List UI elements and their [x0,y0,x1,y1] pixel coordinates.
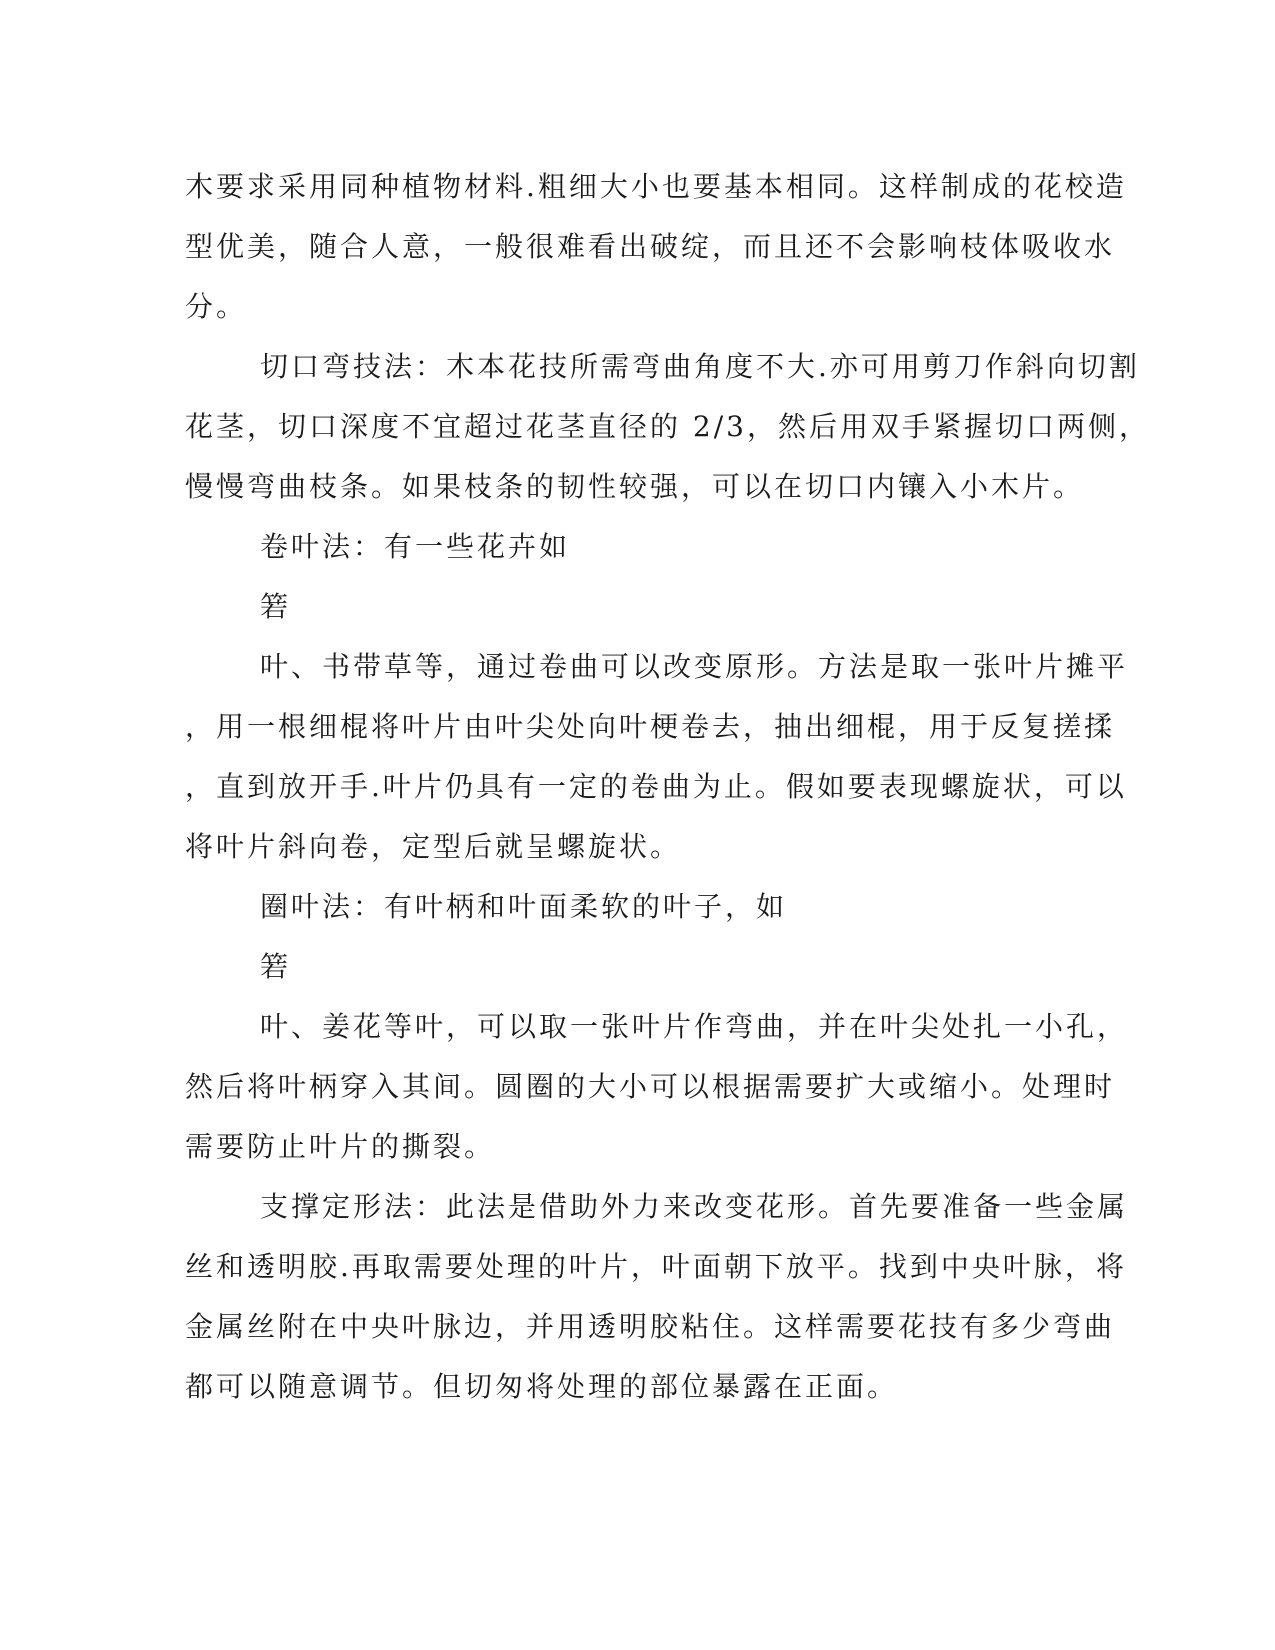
paragraph-start-line: 卷叶法：有一些花卉如 [260,530,571,563]
text-line: 需要防止叶片的撕裂。 [185,1130,496,1163]
text-line: ，用一根细棍将叶片由叶尖处向叶梗卷去，抽出细棍，用于反复搓揉 [185,710,1116,743]
text-line: 金属丝附在中央叶脉边，并用透明胶粘住。这样需要花技有多少弯曲 [185,1310,1116,1343]
text-line: 然后将叶柄穿入其间。圆圈的大小可以根据需要扩大或缩小。处理时 [185,1070,1116,1103]
paragraph-start-line: 叶、书带草等，通过卷曲可以改变原形。方法是取一张叶片摊平 [260,650,1129,683]
text-line: 都可以随意调节。但切匆将处理的部位暴露在正面。 [185,1370,899,1403]
paragraph-start-line: 圈叶法：有叶柄和叶面柔软的叶子，如 [260,890,788,923]
paragraph-start-line: 切口弯技法：木本花技所需弯曲角度不大.亦可用剪刀作斜向切割 [260,350,1140,383]
text-line: 分。 [185,290,248,323]
paragraph-start-line: 箬 [260,590,292,623]
paragraph-start-line: 支撑定形法：此法是借助外力来改变花形。首先要准备一些金属 [260,1190,1129,1223]
text-line: 型优美，随合人意，一般很难看出破绽，而且还不会影响枝体吸收水 [185,230,1116,263]
document-body [185,157,1150,1417]
text-line: 慢慢弯曲枝条。如果枝条的韧性较强，可以在切口内镶入小木片。 [185,470,1085,503]
text-line: 木要求采用同种植物材料.粗细大小也要基本相同。这样制成的花校造 [185,170,1127,203]
paragraph-start-line: 箬 [260,950,292,983]
text-line: 丝和透明胶.再取需要处理的叶片，叶面朝下放平。找到中央叶脉，将 [185,1250,1127,1283]
text-line: ，直到放开手.叶片仍具有一定的卷曲为止。假如要表现螺旋状，可以 [185,770,1127,803]
paragraph-start-line: 叶、姜花等叶，可以取一张叶片作弯曲，并在叶尖处扎一小孔， [260,1010,1129,1043]
text-line: 将叶片斜向卷，定型后就呈螺旋状。 [185,830,682,863]
text-line: 花茎，切口深度不宜超过花茎直径的 2/3，然后用双手紧握切口两侧， [185,410,1150,443]
